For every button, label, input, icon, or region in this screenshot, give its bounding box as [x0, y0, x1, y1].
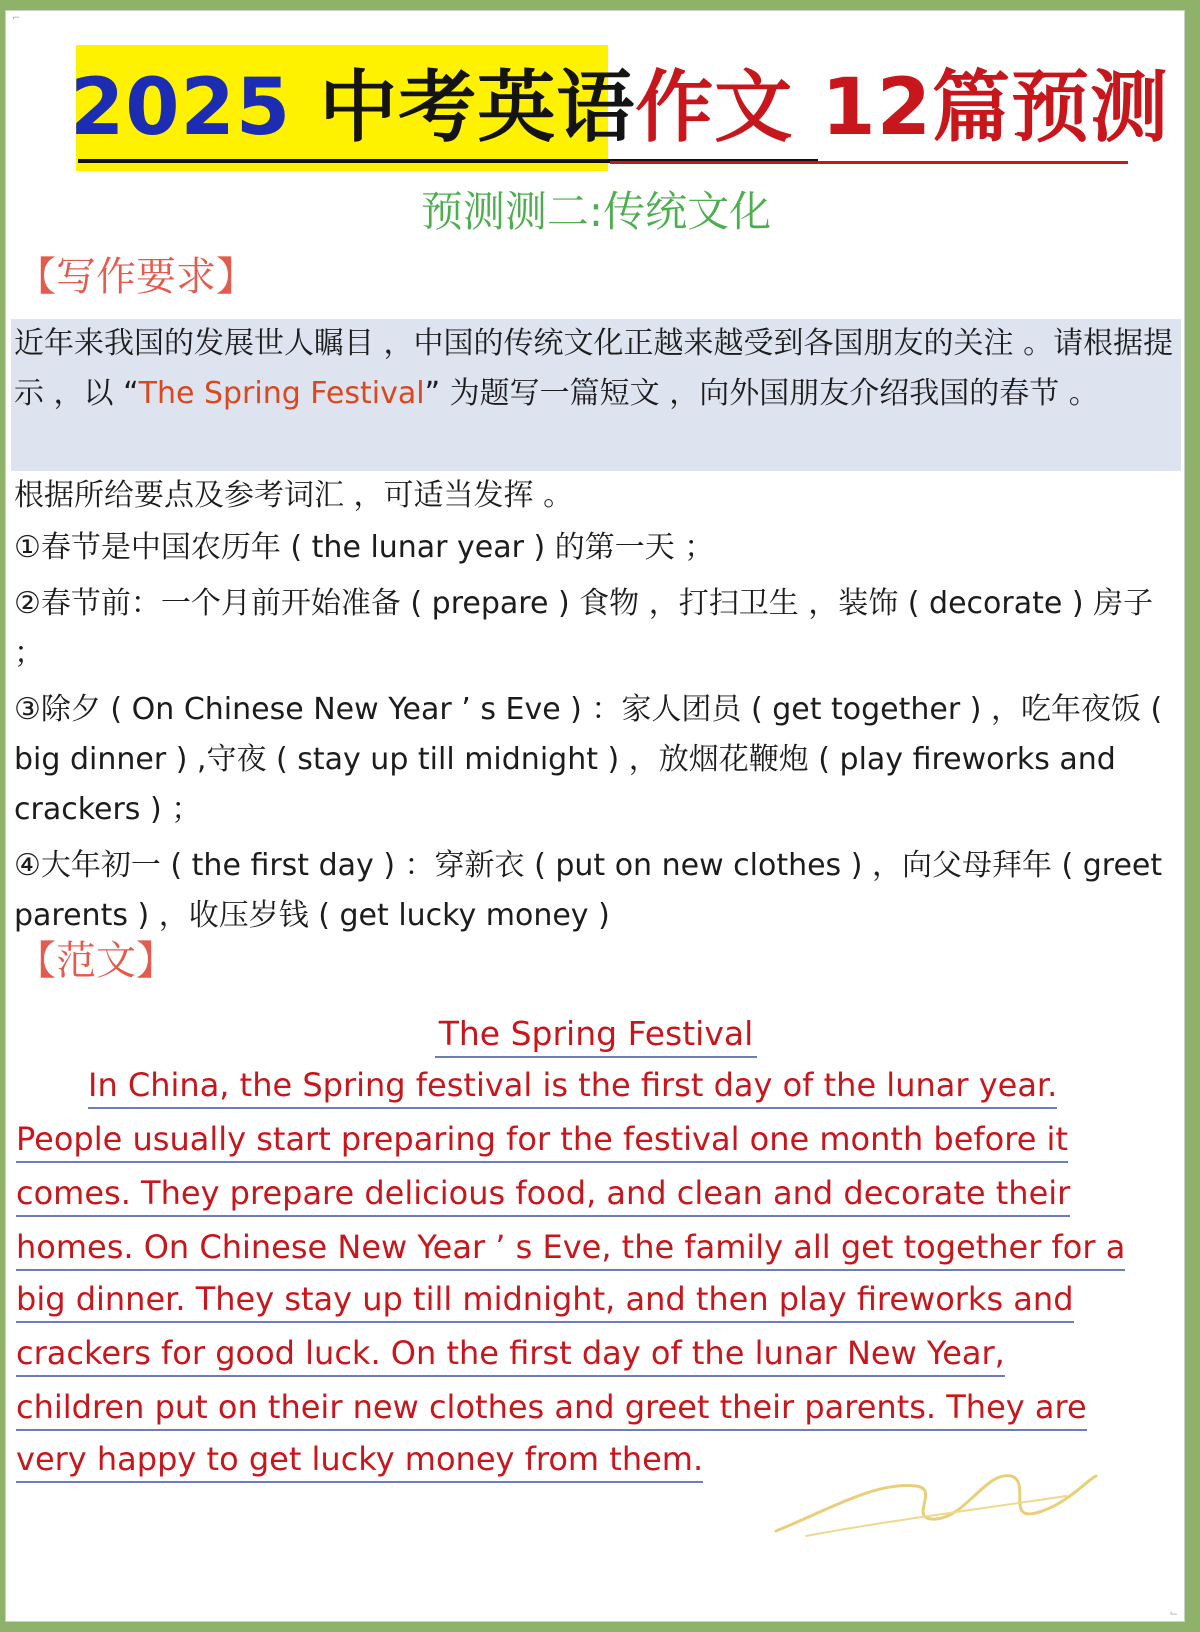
point-4: ④大年初一 ( the first day ) ：穿新衣 ( put on new clothes ) ，向父母拜年 ( greet parents ) ，收压岁钱 ( get lucky money )	[14, 848, 1163, 933]
title-year: 2025	[70, 63, 320, 153]
essay-title: The Spring Festival	[435, 1013, 758, 1058]
document-page	[5, 10, 1185, 1622]
page-title	[70, 63, 1169, 153]
requirements-intro	[14, 319, 1179, 419]
point-1: ①春节是中国农历年 ( the lunar year ) 的第一天 ；	[14, 530, 715, 565]
title-black-part: 中考英语	[319, 63, 636, 153]
essay-line: big dinner. They stay up till midnight, and then play fireworks and	[16, 1279, 1074, 1323]
requirements-guide: 根据所给要点及参考词汇 ，可适当发挥 。	[14, 478, 574, 513]
essay-line: comes. They prepare delicious food, and clean and decorate their	[16, 1173, 1070, 1217]
essay-line: People usually start preparing for the festival one month before it	[16, 1119, 1068, 1163]
page-subtitle: 预测测二:传统文化	[420, 187, 772, 236]
signature-flourish-icon	[766, 1441, 1106, 1551]
title-block	[70, 39, 1169, 159]
intro-text-start: 近年来我国的发展世人瞩目 ，中国的传统文化正越来越受到各国朋友的关注 。请根据提示 ，以 “	[14, 326, 1174, 411]
intro-topic: The Spring Festival	[138, 376, 425, 411]
essay-line: crackers for good luck. On the first day of the lunar New Year,	[16, 1333, 1005, 1377]
essay-line: children put on their new clothes and greet their parents. They are	[16, 1387, 1087, 1431]
essay-title-wrap	[6, 1013, 1186, 1058]
title-red-part: 作文 12篇预测	[635, 63, 1169, 153]
intro-text-end: ” 为题写一篇短文 ，向外国朋友介绍我国的春节 。	[424, 376, 1099, 411]
title-underline-red	[610, 161, 1128, 164]
essay-line: homes. On Chinese New Year ’ s Eve, the family all get together for a	[16, 1227, 1125, 1271]
corner-mark-icon: ⌙	[1169, 1608, 1178, 1619]
corner-mark-icon: ⌐	[12, 13, 21, 24]
essay-line: very happy to get lucky money from them.	[16, 1439, 703, 1483]
point-2: ②春节前：一个月前开始准备 ( prepare ) 食物 ，打扫卫生 ，装饰 ( decorate ) 房子 ；	[14, 586, 1154, 671]
point-3: ③除夕 ( On Chinese New Year ’ s Eve ) ：家人团员 ( get together ) ，吃年夜饭 ( big dinner ) ,守夜 ( stay up till midnight ) ，放烟花鞭炮 ( play fireworks and crackers ) ；	[14, 692, 1163, 827]
sample-heading: 【范文】	[16, 938, 176, 984]
essay-line: In China, the Spring festival is the first day of the lunar year.	[88, 1065, 1057, 1109]
requirements-heading: 【写作要求】	[16, 254, 256, 300]
